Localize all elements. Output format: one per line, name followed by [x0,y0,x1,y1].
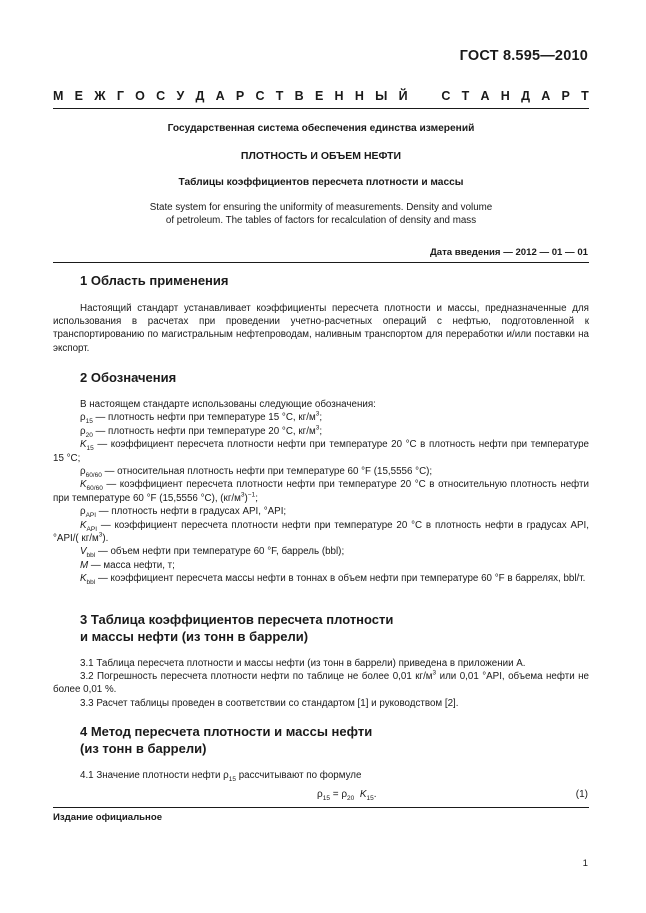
description-tail: ; [255,492,258,504]
banner-letter: Е [74,89,84,103]
section-3-item-2-a: 3.2 Погрешность пересчета плотности нефти по таблице не более 0,01 кг/м [80,671,433,683]
symbol: K [80,573,87,585]
banner-letter: У [176,89,185,103]
symbols-intro: В настоящем стандарте использованы следующие обозначения: [80,399,376,410]
symbol-description: — коэффициент пересчета плотности нефти при температуре 20 °С в плотность нефти в градусах API, °API/( кг/м [53,519,589,545]
section-3-item-2 [53,670,589,696]
section-1-heading: 1 Область применения [80,273,229,288]
banner-letter: Д [195,89,205,103]
symbol-definition [53,465,589,478]
banner-letter: Н [354,89,364,103]
banner-letter: С [441,89,451,103]
banner-letter: Н [334,89,344,103]
symbol: M [80,559,89,571]
symbol-description: — относительная плотность нефти при температуре 60 °F (15,5556 °С); [101,466,433,478]
standard-banner [53,89,589,103]
section-1-text [53,302,589,355]
banner-letter: Д [521,89,530,103]
introduction-date: Дата введения — 2012 — 01 — 01 [429,247,588,258]
symbol-definition [53,519,589,546]
section-4-heading-line-2: (из тонн в баррели) [80,741,207,756]
symbol-description: — плотность нефти при температуре 15 °С, кг/м [92,412,316,424]
banner-letter: О [135,89,145,103]
section-3-text [53,657,589,710]
unit-superscript: 3 [315,411,320,419]
banner-letter: С [255,89,265,103]
section-3-heading-line-2: и массы нефти (из тонн в баррели) [80,629,309,644]
symbol-description: — плотность нефти в градусах API, °API; [96,506,287,518]
symbol-subscript: API [85,512,97,520]
symbol-description: — коэффициент пересчета плотности нефти при температуре 20 °С в плотность нефти при температуре 15 °С; [53,439,589,464]
symbol: ρ [80,425,86,437]
formula-k: K [359,789,367,800]
symbol-subscript: bbl [86,552,96,560]
formula-end: . [373,789,377,800]
english-title [53,201,589,227]
banner-letter: Ж [94,89,106,103]
banner-letter: А [480,89,490,103]
symbols-list [53,398,589,586]
description-tail: ) [244,492,248,504]
symbol-definition [53,505,589,518]
section-4-heading [80,723,372,757]
section-2-heading: 2 Обозначения [80,370,177,385]
banner-letter: Т [581,89,589,103]
banner-letter: С [156,89,166,103]
unit-superscript: 3 [315,424,320,432]
symbol-definition [53,545,589,558]
symbol-subscript: 15 [85,418,93,426]
section-3-heading [80,611,393,645]
document-number: ГОСТ 8.595—2010 [459,48,588,64]
symbol-subscript: 60/60 [86,485,103,493]
formula-right-sub: 20 [347,795,355,802]
section-1-paragraph: Настоящий стандарт устанавливает коэффициенты пересчета плотности и массы, предназначенные для использования в расчетах при проведении учетно-расчетных операций с нефтью, подготовленной к транспортированию по магистральным нефтепроводам, наливным транспортом для переработки и/или поставки на экспорт. [53,303,589,354]
unit-superscript: 3 [240,491,245,499]
symbol: V [80,546,87,558]
footer-rule [53,807,589,808]
section-4-text [53,769,589,782]
symbol: ρ [80,506,86,518]
banner-letter: Н [500,89,510,103]
symbol-definition [53,425,589,438]
symbol: ρ [80,466,86,478]
symbol-subscript: 60/60 [85,471,102,479]
symbol-subscript: 15 [86,445,94,453]
english-title-line-2: of petroleum. The tables of factors for recalculation of density and mass [165,215,477,226]
symbol-description: — плотность нефти при температуре 20 °С, кг/м [92,425,316,437]
banner-letter: В [294,89,304,103]
section-3-item-1: 3.1 Таблица пересчета плотности и массы нефти (из тонн в баррели) приведена в приложении А. [80,658,526,669]
section-4-item-1-sub: 15 [228,775,236,783]
symbol-description: — коэффициент пересчета массы нефти в тоннах в объем нефти при температуре 60 °F в баррелях, bbl/т. [95,573,586,585]
symbol-description: — масса нефти, т; [88,559,175,571]
symbol: ρ [80,412,86,424]
banner-letter: Т [461,89,470,103]
banner-letter: Г [116,89,124,103]
symbol-definition [53,438,589,465]
section-3-item-2-b: или 0,01 °API, объема нефти не более 0,01 %. [53,671,589,696]
banner-letter: А [541,89,551,103]
symbol: K [80,479,87,491]
banner-letter: М [53,89,64,103]
symbol-subscript: API [86,525,98,533]
section-3-item-2-sup: 3 [432,669,437,677]
symbol-subscript: bbl [86,579,96,587]
header-rule [53,108,589,109]
system-title: Государственная система обеспечения единства измерений [167,123,475,134]
description-tail: ; [319,425,323,437]
formula-left: ρ [317,789,323,800]
date-rule [53,262,589,263]
section-4-heading-line-1: 4 Метод пересчета плотности и массы нефти [80,724,373,739]
section-4-item-1-tail: рассчитывают по формуле [236,770,362,781]
banner-letter: Й [398,89,408,103]
symbol-definition [53,572,589,585]
symbol: K [80,519,87,531]
symbol-definition [53,411,589,424]
document-title: ПЛОТНОСТЬ И ОБЪЕМ НЕФТИ [240,150,402,162]
symbol-subscript: 20 [85,431,93,439]
section-4-item-1 [53,769,589,782]
symbol-definition [53,478,589,505]
banner-letter: Р [235,89,245,103]
english-title-line-1: State system for ensuring the uniformity of measurements. Density and volume [149,202,493,213]
formula-1 [317,789,377,800]
formula-number: (1) [575,789,588,800]
banner-letter: Р [561,89,570,103]
page-number: 1 [582,858,588,869]
formula-equals: = ρ [329,789,348,800]
formula-left-sub: 15 [322,795,330,802]
section-4-item-1-text: 4.1 Значение плотности нефти ρ [80,770,229,781]
banner-letter: А [215,89,225,103]
description-tail: ). [102,533,109,545]
section-3-heading-line-1: 3 Таблица коэффициентов пересчета плотности [80,612,394,627]
unit-superscript: −1 [247,491,256,499]
banner-letter: Ы [375,89,388,103]
banner-letter: Е [314,89,324,103]
section-3-item-3: 3.3 Расчет таблицы проведен в соответствии со стандартом [1] и руководством [2]. [80,697,459,709]
unit-superscript: 3 [98,531,103,539]
symbol-definition [53,559,589,572]
document-subtitle: Таблицы коэффициентов пересчета плотности и массы [178,177,464,188]
formula-k-sub: 15 [366,795,374,802]
description-tail: ; [319,412,323,424]
symbol: K [80,439,87,451]
symbol-description: — коэффициент пересчета плотности нефти при температуре 20 °С в относительную плотность нефти при температуре 60 °F (15,5556 °С), (кг/м [53,479,589,504]
edition-label: Издание официальное [53,812,163,823]
banner-letter: Т [275,89,284,103]
symbol-description: — объем нефти при температуре 60 °F, баррель (bbl); [95,546,345,558]
